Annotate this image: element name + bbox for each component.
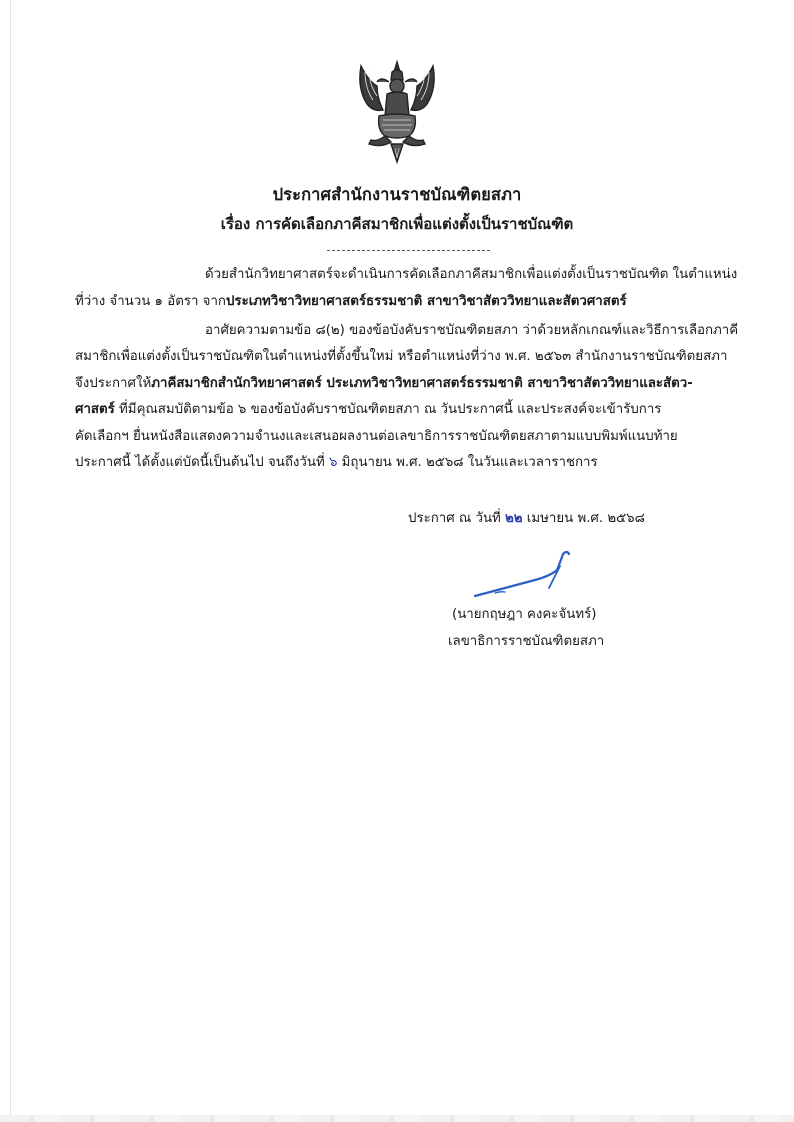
subject-label: เรื่อง bbox=[220, 215, 251, 233]
paragraph-text: มิถุนายน พ.ศ. ๒๕๖๘ ในวันและเวลาราชการ bbox=[337, 455, 598, 470]
paragraph-2-line-1 bbox=[205, 322, 738, 340]
paragraph-text: จึงประกาศให้ bbox=[75, 376, 152, 391]
announcement-title: ประกาศสำนักงานราชบัณฑิตยสภา bbox=[272, 185, 522, 204]
paragraph-text: ด้วยสำนักวิทยาศาสตร์จะดำเนินการคัดเลือกภาคีสมาชิกเพื่อแต่งตั้งเป็นราชบัณฑิต ในตำแหน่ง bbox=[205, 267, 738, 282]
paragraph-2-line-5 bbox=[75, 428, 678, 446]
paragraph-text: สมาชิกเพื่อแต่งตั้งเป็นราชบัณฑิตในตำแหน่งที่ตั้งขึ้นใหม่ หรือตำแหน่งที่ว่าง พ.ศ. ๒๕๖๓ สำนักงานราชบัณฑิตยสภา bbox=[75, 349, 728, 364]
paragraph-2-line-3 bbox=[75, 375, 693, 393]
paragraph-2-line-6 bbox=[75, 454, 598, 472]
field-of-study-text: ประเภทวิชาวิทยาศาสตร์ธรรมชาติ สาขาวิชาสัตววิทยาและสัตวศาสตร์ bbox=[225, 294, 627, 309]
eligible-members-text: ศาสตร์ bbox=[75, 402, 115, 417]
paragraph-2-line-2 bbox=[75, 348, 727, 366]
paragraph-text: อาศัยความตามข้อ ๘(๒) ของข้อบังคับราชบัณฑิตยสภา ว่าด้วยหลักเกณฑ์และวิธีการเลือกภาคี bbox=[205, 323, 739, 338]
deadline-day: ๖ bbox=[328, 455, 338, 470]
paragraph-2-line-4 bbox=[75, 401, 661, 419]
paragraph-1-line-2 bbox=[75, 293, 627, 311]
subject-text: การคัดเลือกภาคีสมาชิกเพื่อแต่งตั้งเป็นราชบัณฑิต bbox=[255, 215, 574, 233]
handwritten-signature-icon bbox=[465, 548, 575, 603]
date-prefix: ประกาศ ณ วันที่ bbox=[408, 511, 506, 526]
signatory-name: (นายกฤษฎา คงคะจันทร์) bbox=[452, 607, 597, 622]
date-suffix: เมษายน พ.ศ. ๒๕๖๘ bbox=[522, 511, 645, 526]
paragraph-text: ที่มีคุณสมบัติตามข้อ ๖ ของข้อบังคับราชบัณฑิตยสภา ณ วันประกาศนี้ และประสงค์จะเข้ารับการ bbox=[114, 402, 662, 417]
announcement-subject bbox=[0, 212, 794, 236]
paragraph-1-line-1 bbox=[205, 266, 738, 284]
garuda-emblem-icon bbox=[355, 58, 439, 166]
page-edge-bottom bbox=[0, 1115, 794, 1122]
announcement-date bbox=[408, 507, 645, 528]
page-edge-left bbox=[10, 0, 11, 1115]
signatory-position: เลขาธิการราชบัณฑิตยสภา bbox=[448, 634, 605, 649]
paragraph-text: คัดเลือกฯ ยื่นหนังสือแสดงความจำนงและเสนอผลงานต่อเลขาธิการราชบัณฑิตยสภาตามแบบพิมพ์แนบท้าย bbox=[75, 429, 678, 444]
date-day: ๒๒ bbox=[505, 511, 523, 526]
eligible-members-text: ภาคีสมาชิกสำนักวิทยาศาสตร์ ประเภทวิชาวิทยาศาสตร์ธรรมชาติ สาขาวิชาสัตววิทยาและสัตว- bbox=[151, 376, 693, 391]
paragraph-text: ประกาศนี้ ได้ตั้งแต่บัดนี้เป็นต้นไป จนถึงวันที่ bbox=[75, 455, 329, 470]
paragraph-text: ที่ว่าง จำนวน ๑ อัตรา จาก bbox=[75, 294, 226, 309]
divider-line bbox=[327, 250, 490, 251]
